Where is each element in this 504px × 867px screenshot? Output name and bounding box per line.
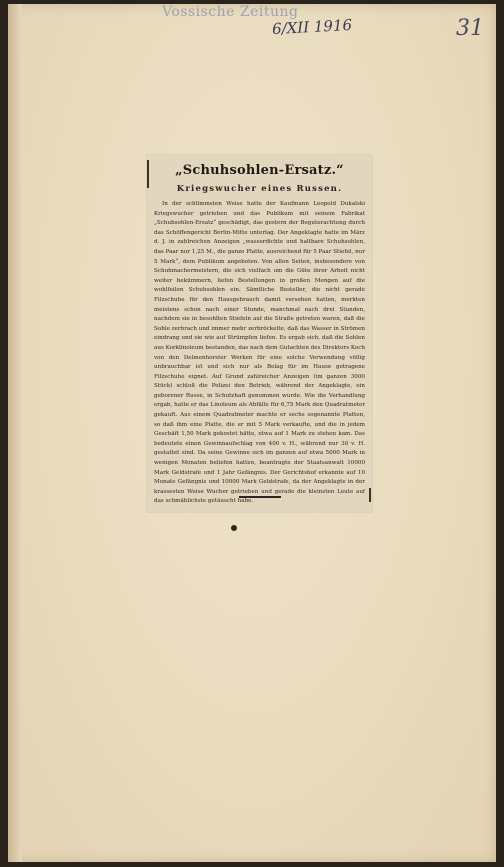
publication-stamp: Vossische Zeitung [162, 4, 299, 20]
clipping-column-rule-right [369, 488, 371, 502]
article-body: In der schlimmsten Weise hatte der Kaufmann Leopold Dukalski Kriegswucher getrieben und das Publikum mit seinem Fabrikat „Schuhsohlen-Ersatz“ geschädigt, das gestern der Beguterachtung durch das Schöffengericht Berlin-Mitte unterlag. Der Angeklagte hatte im März d. J. in zahlreichen Anzeigen „wasserdichte und haltbare Schuhsohlen, das Paar nur 1,25 M., die ganze Platte, ausreichend für 5 Paar Stiefel, nur 5 Mark“, dem Publikum angeboten. Von allen Seiten, insbesondere von Schuhmachermeistern, die sich vielfach um die Güte ihrer Arbeit nicht weiter bekümmern, liefen Bestellungen in großen Mengen auf die wohlfeilen Schuhsohlen ein. Sämtliche Besteller, die nicht gerade Filzschuhe für den Hausgebrauch damit versehen hatten, merkten meistens schon nach einer Stunde, manchmal nach drei Stunden, nachdem sie in besohlten Stiefeln auf die Straße getreten waren, daß die Sohle zerbrach und immer mehr zerbröckelte, daß das Wasser in Strömen eindrang und sie wie auf Strümpfen liefen. Es ergab sich, daß die Sohlen aus Korklinoleum bestanden, das nach dem Gutachten des Direktors Koch von den Delmenhorster Werken für eine solche Verwendung völlig unbrauchbar ist und sich nur als Belag für im Hause getragene Filzschuhe eignet. Auf Grund zahlreicher Anzeigen (im ganzen 3000 Stück) schloß die Polizei den Betrieb, während der Angeklagte, ein geborener Russe, in Schutzhaft genommen wurde. Wie die Verhandlung ergab, hatte er das Linoleum als Abfälle für 6,75 Mark den Quadratmeter gekauft. Aus einem Quadratmeter machte er sechs sogenannte Platten, so daß ihm eine Platte, die er mit 5 Mark verkaufte, und die in jedem Geschäft 1,50 Mark gekostet hätte, etwa auf 1 Mark zu stehen kam. Das bedeutete einen Gewinnaufschlag von 400 v. H., während nur 30 v. H. gestattet sind. Da seine Gewinne sich im ganzen auf etwa 5000 Mark in wenigen Monaten beliefen hatten, beantragte der Staatsanwalt 10000 Mark Geldstrafe und 1 Jahr Gefängnis. Der Gerichtshof erkannte auf 10 Monate Gefängnis und 10000 Mark Geldstrafe, da der Angeklagte in der krassesten Weise Wucher getrieben und gerade die kleinsten Leute auf das schmählichste getäuscht habe. [154, 201, 366, 505]
article-subhead: Kriegswucher eines Russen. [176, 184, 343, 194]
handwritten-page-number: 31 [456, 16, 484, 41]
article-end-rule [239, 496, 281, 498]
sheet-binding-edge [8, 4, 22, 862]
ink-dot [231, 525, 237, 531]
newspaper-clipping [147, 155, 372, 512]
clipping-column-rule-left [147, 160, 149, 188]
article-headline: „Schuhsohlen-Ersatz.“ [175, 163, 344, 178]
handwritten-date: 6/XII 1916 [271, 15, 353, 39]
